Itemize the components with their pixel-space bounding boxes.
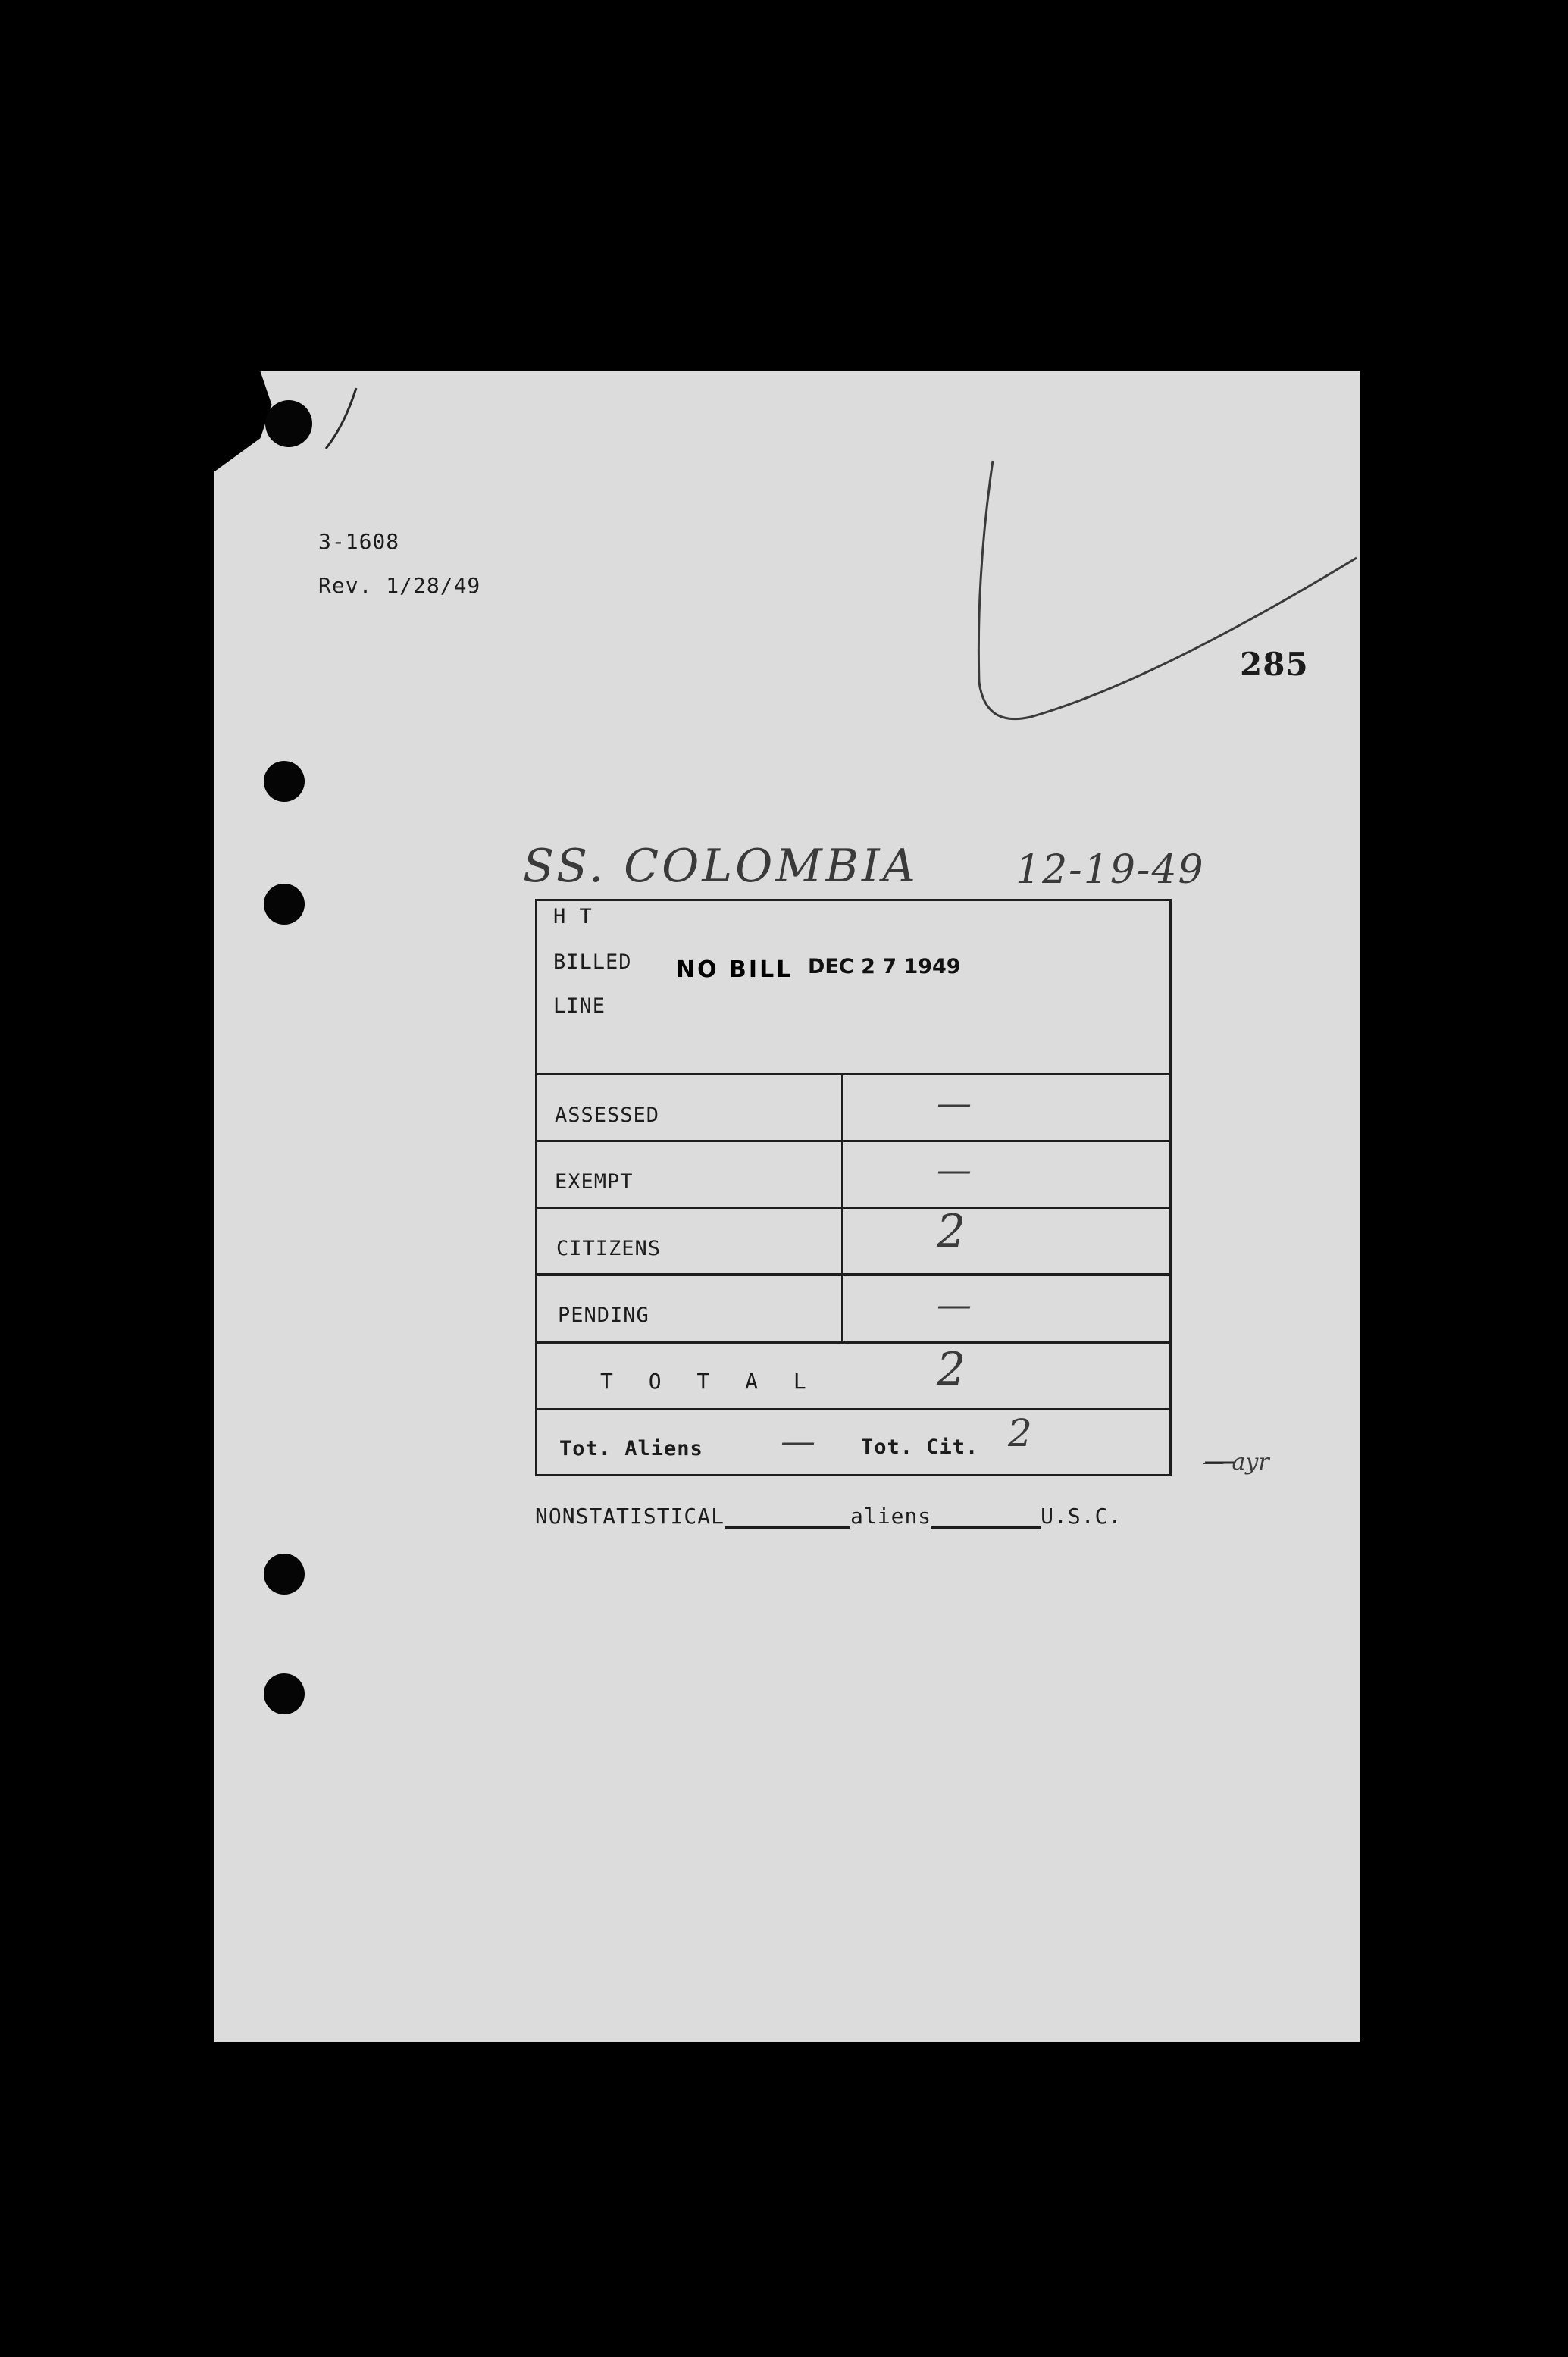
row-label-exempt: EXEMPT xyxy=(555,1170,634,1194)
line-label: LINE xyxy=(553,994,606,1018)
aliens-label: aliens xyxy=(850,1504,932,1529)
tot-aliens-label: Tot. Aliens xyxy=(559,1437,703,1460)
row-label-pending: PENDING xyxy=(558,1304,649,1327)
form-number: 3-1608 xyxy=(318,529,400,554)
usc-label: U.S.C. xyxy=(1041,1504,1122,1529)
date-stamp: DEC 2 7 1949 xyxy=(808,955,961,978)
row-divider xyxy=(535,1140,1172,1142)
ship-name: SS. COLOMBIA xyxy=(523,840,919,893)
total-value: 2 xyxy=(937,1343,966,1396)
nonstatistical-line xyxy=(535,1504,1122,1529)
margin-initials: — ayr xyxy=(1202,1449,1269,1476)
manifest-date: 12-19-49 xyxy=(1016,847,1205,893)
tot-aliens-value: — xyxy=(781,1420,815,1461)
tot-cit-value: 2 xyxy=(1008,1411,1032,1455)
row-value-exempt: — xyxy=(937,1149,972,1190)
row-value-citizens: 2 xyxy=(937,1205,966,1258)
row-divider xyxy=(535,1408,1172,1410)
row-divider xyxy=(535,1207,1172,1209)
total-label: T O T A L xyxy=(600,1369,818,1394)
billed-label: BILLED xyxy=(553,950,632,974)
aliens-blank xyxy=(725,1507,850,1529)
row-value-pending: — xyxy=(937,1284,972,1325)
page-number: 285 xyxy=(1240,646,1309,683)
pen-tick-mark xyxy=(326,388,356,449)
row-label-citizens: CITIZENS xyxy=(556,1237,662,1260)
tot-cit-label: Tot. Cit. xyxy=(861,1435,979,1459)
usc-blank xyxy=(931,1507,1041,1529)
row-divider xyxy=(535,1273,1172,1276)
no-bill-stamp: NO BILL xyxy=(676,956,793,983)
row-label-assessed: ASSESSED xyxy=(555,1103,660,1127)
row-divider xyxy=(535,1341,1172,1344)
form-revision: Rev. 1/28/49 xyxy=(318,573,481,598)
ht-label: H T xyxy=(553,905,593,928)
row-divider xyxy=(535,1073,1172,1075)
row-value-assessed: — xyxy=(937,1082,972,1123)
column-divider xyxy=(841,1073,843,1341)
nonstatistical-label: NONSTATISTICAL xyxy=(535,1504,725,1529)
